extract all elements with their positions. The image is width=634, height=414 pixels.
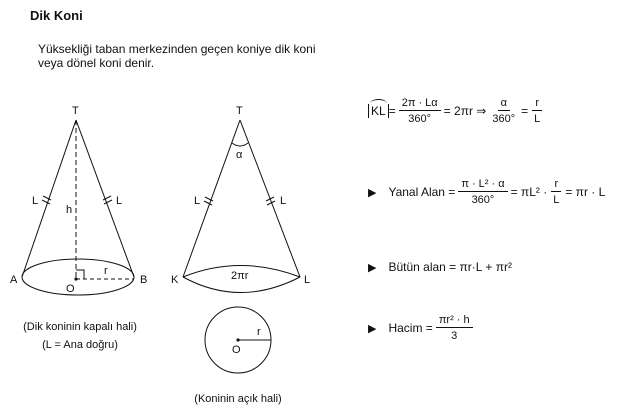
closed-height-label: h [66,204,73,216]
lateral-fraction-1-num: π · L² · α [458,178,507,192]
arc-fraction-1-den: 360° [408,113,432,125]
lateral-label: Yanal Alan = [388,185,456,199]
arc-kl-symbol [368,104,389,118]
right-angle-mark [76,270,84,279]
tick-right-2 [104,200,112,204]
closed-left-label: A [10,274,18,286]
volume-fraction-num: πr² · h [436,314,473,328]
arc-fraction-1-num: 2π · Lα [399,97,441,111]
bullet-icon: ▶ [368,261,377,274]
open-angle-label: α [236,149,243,161]
lateral-fraction-1 [458,178,507,206]
lateral-fraction-1-den: 360° [471,194,495,206]
base-circle-center-label: O [232,344,241,356]
lateral-area-formula [368,178,605,206]
arc-eq-2: = 2πr ⇒ [443,104,487,118]
open-caption: (Koninin açık hali) [194,393,282,405]
closed-caption-1: (Dik koninin kapalı hali) [23,321,137,333]
total-area-formula [368,260,512,274]
bullet-icon: ▶ [368,186,377,199]
volume-fraction [436,314,473,342]
closed-center-label: O [66,283,75,295]
arc-fraction-1 [399,97,441,125]
arc-fraction-3-num: r [532,97,542,111]
arc-fraction-3 [531,97,543,125]
closed-slant-left-label: L [32,195,39,207]
arc-eq-3: = [521,104,529,118]
lateral-mid: = πL² · [510,185,548,199]
open-arc-length-label: 2πr [231,270,249,282]
lateral-fraction-2 [550,178,562,206]
closed-cone-center-dot [74,277,77,280]
volume-fraction-den: 3 [451,330,458,342]
arc-length-formula: KL = $\frac{2\pi \cdot L\alpha}{360^\circ}$ = 2πr ⇒ $\frac{\alpha}{360^\circ}$ = $\frac{r}{L}$ [368,97,546,125]
open-slant-left-label: L [194,195,201,207]
arc-kl-label: KL [371,104,386,118]
open-right-label: L [304,274,311,286]
lateral-tail: = πr · L [565,185,606,199]
arc-fraction-3-den: L [534,113,541,125]
closed-apex-label: T [72,105,79,117]
base-circle-center-dot [236,338,239,341]
lateral-fraction-2-num: r [551,178,561,192]
base-circle-radius-label: r [257,326,261,338]
closed-cone-diagram [22,120,134,295]
closed-caption-2: (L = Ana doğru) [42,339,118,351]
lateral-fraction-2-den: L [553,194,560,206]
apex-angle-arc [232,143,248,146]
open-cone-left-slant [183,120,240,277]
open-left-label: K [171,274,179,286]
closed-right-label: B [140,274,148,286]
page-title: Dik Koni [30,8,83,23]
volume-label: Hacim = [388,321,433,335]
closed-radius-label: r [104,265,108,277]
closed-slant-right-label: L [116,195,123,207]
closed-cone-base [22,259,134,295]
arc-fraction-2 [489,97,518,125]
open-apex-label: T [236,105,243,117]
volume-formula [368,314,476,342]
open-slant-right-label: L [280,195,287,207]
bullet-icon: ▶ [368,322,377,335]
arc-fraction-2-num: α [498,97,510,111]
total-label: Bütün alan = πr·L + πr² [388,260,512,274]
arc-fraction-2-den: 360° [492,113,516,125]
intro-text: Yüksekliği taban merkezinden geçen koniye dik koni veya dönel koni denir. [38,42,316,70]
